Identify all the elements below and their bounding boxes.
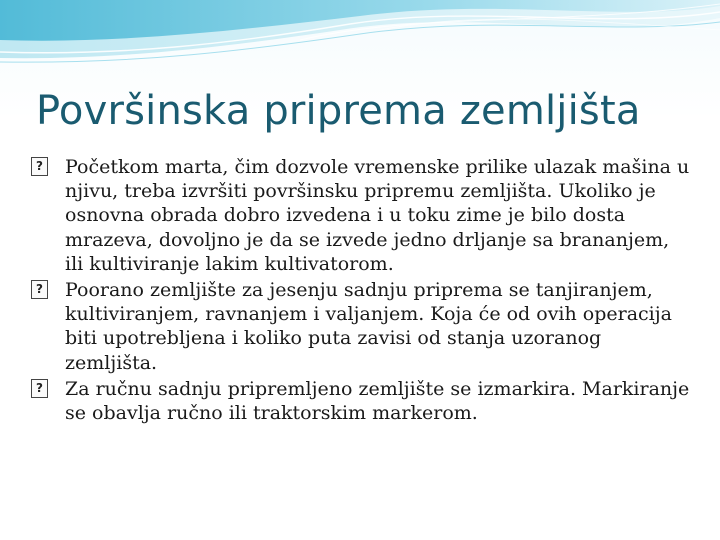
missing-glyph-bullet-icon: ? — [31, 280, 48, 299]
header-wave-decoration — [0, 0, 720, 80]
bullet-paragraph-3 — [31, 377, 691, 425]
missing-glyph-bullet-icon: ? — [31, 379, 48, 398]
slide-title: Površinska priprema zemljišta — [36, 88, 641, 134]
missing-glyph-bullet-icon: ? — [31, 157, 48, 176]
slide-body — [31, 155, 691, 427]
paragraph-text-1: Početkom marta, čim dozvole vremenske prilike ulazak mašina u njivu, treba izvršiti površinsku pripremu zemljišta. Ukoliko je osnovna obrada dobro izvedena i u toku zime je bilo dosta mrazeva, dovoljno je da se izvede jedno drljanje sa brananjem, ili kultiviranje lakim kultivatorom. — [65, 156, 690, 275]
bullet-paragraph-1 — [31, 155, 691, 276]
bullet-paragraph-2 — [31, 278, 691, 375]
paragraph-text-2: Poorano zemljište za jesenju sadnju priprema se tanjiranjem, kultiviranjem, ravnanjem i valjanjem. Koja će od ovih operacija biti upotrebljena i koliko puta zavisi od stanja uzoranog zemljišta. — [65, 279, 672, 374]
paragraph-text-3: Za ručnu sadnju pripremljeno zemljište se izmarkira. Markiranje se obavlja ručno ili traktorskim markerom. — [65, 377, 690, 425]
